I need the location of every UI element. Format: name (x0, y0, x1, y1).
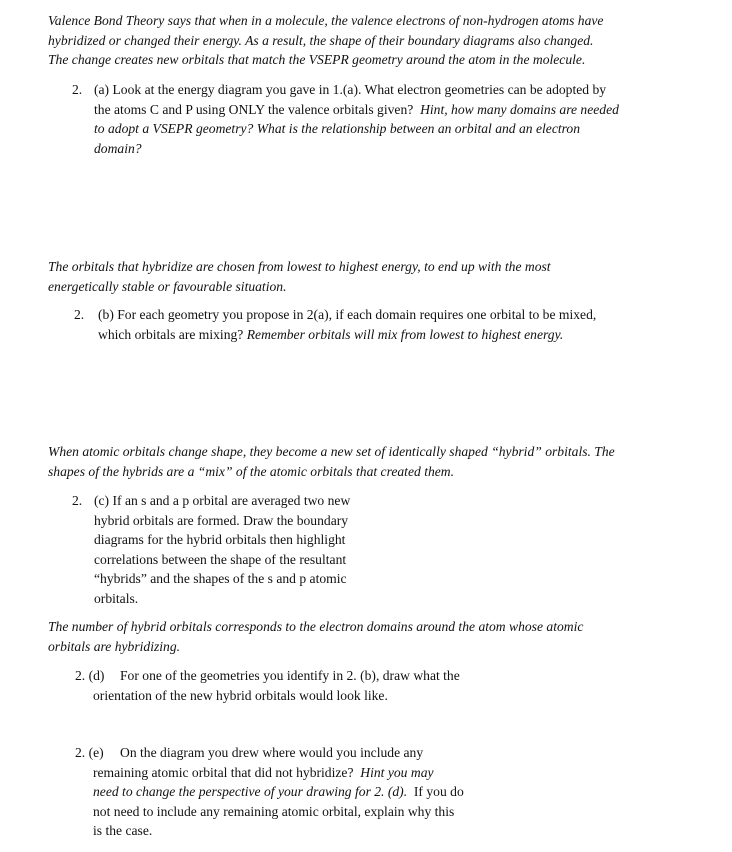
intro-hybridization-order (48, 257, 718, 296)
intro1-line-3: The change creates new orbitals that match the VSEPR geometry around the atom in the molecule. (48, 52, 586, 67)
intro2-line-1: The orbitals that hybridize are chosen from lowest to highest energy, to end up with the most (48, 259, 551, 274)
intro3-line-2: shapes of the hybrids are a “mix” of the atomic orbitals that created them. (48, 463, 455, 479)
q2c-line-6: orbitals. (94, 590, 139, 606)
q2e-line-1: On the diagram you drew where would you include any (120, 745, 424, 760)
intro-valence-bond-theory (48, 11, 718, 70)
q2b-line-2: which orbitals are mixing? Remember orbitals will mix from lowest to highest energy. (98, 326, 564, 342)
question-number: 2. (d) (75, 668, 105, 683)
q2e-hint: Hint you may (360, 764, 434, 780)
question-number: 2. (e) (75, 745, 104, 760)
q2a-hint-inline: Hint, how many domains are needed (420, 101, 619, 117)
intro4-line-2: orbitals are hybridizing. (48, 638, 181, 654)
question-number: 2. (72, 493, 83, 508)
q2b-line-1: (b) For each geometry you propose in 2(a), if each domain requires one orbital to be mixed, (98, 307, 597, 322)
q2a-line-2: the atoms C and P using ONLY the valence orbitals given? Hint, how many domains are needed (94, 101, 619, 117)
q2d-line-1: For one of the geometries you identify in 2. (b), draw what the (120, 668, 460, 683)
q2c-line-3: diagrams for the hybrid orbitals then highlight (94, 532, 346, 547)
intro1-line-2: hybridized or changed their energy. As a result, the shape of their boundary diagrams also changed. (48, 32, 594, 48)
q2a-hint-line-2: domain? (94, 140, 142, 156)
q2c-line-5: “hybrids” and the shapes of the s and p atomic (94, 571, 347, 586)
intro4-line-1: The number of hybrid orbitals corresponds to the electron domains around the atom whose atomic (48, 619, 584, 634)
q2e-line-4: not need to include any remaining atomic orbital, explain why this (93, 803, 455, 819)
q2e-line-5: is the case. (93, 823, 153, 838)
intro-hybrid-count (48, 617, 718, 656)
intro2-line-2: energetically stable or favourable situation. (48, 278, 287, 294)
q2c-line-1: (c) If an s and a p orbital are averaged two new (94, 493, 351, 508)
q2c-line-2: hybrid orbitals are formed. Draw the boundary (94, 512, 349, 528)
intro1-line-1: Valence Bond Theory says that when in a molecule, the valence electrons of non-hydrogen atoms have (48, 13, 604, 28)
intro-hybrid-orbitals (48, 442, 718, 481)
question-number: 2. (72, 82, 83, 97)
q2e-line-2: remaining atomic orbital that did not hybridize? Hint you may (93, 764, 434, 780)
q2a-hint-line-1: to adopt a VSEPR geometry? What is the relationship between an orbital and an electron (94, 121, 581, 136)
q2a-line-1: (a) Look at the energy diagram you gave in 1.(a). What electron geometries can be adopted by (94, 82, 607, 97)
q2c-line-4: correlations between the shape of the resultant (94, 551, 347, 567)
q2d-line-2: orientation of the new hybrid orbitals would look like. (93, 687, 388, 703)
intro3-line-1: When atomic orbitals change shape, they become a new set of identically shaped “hybrid” orbitals. The (48, 444, 615, 459)
q2e-line-3: need to change the perspective of your drawing for 2. (d). If you do (93, 784, 464, 799)
question-number: 2. (74, 307, 85, 322)
q2b-reminder: Remember orbitals will mix from lowest to highest energy. (246, 326, 564, 342)
